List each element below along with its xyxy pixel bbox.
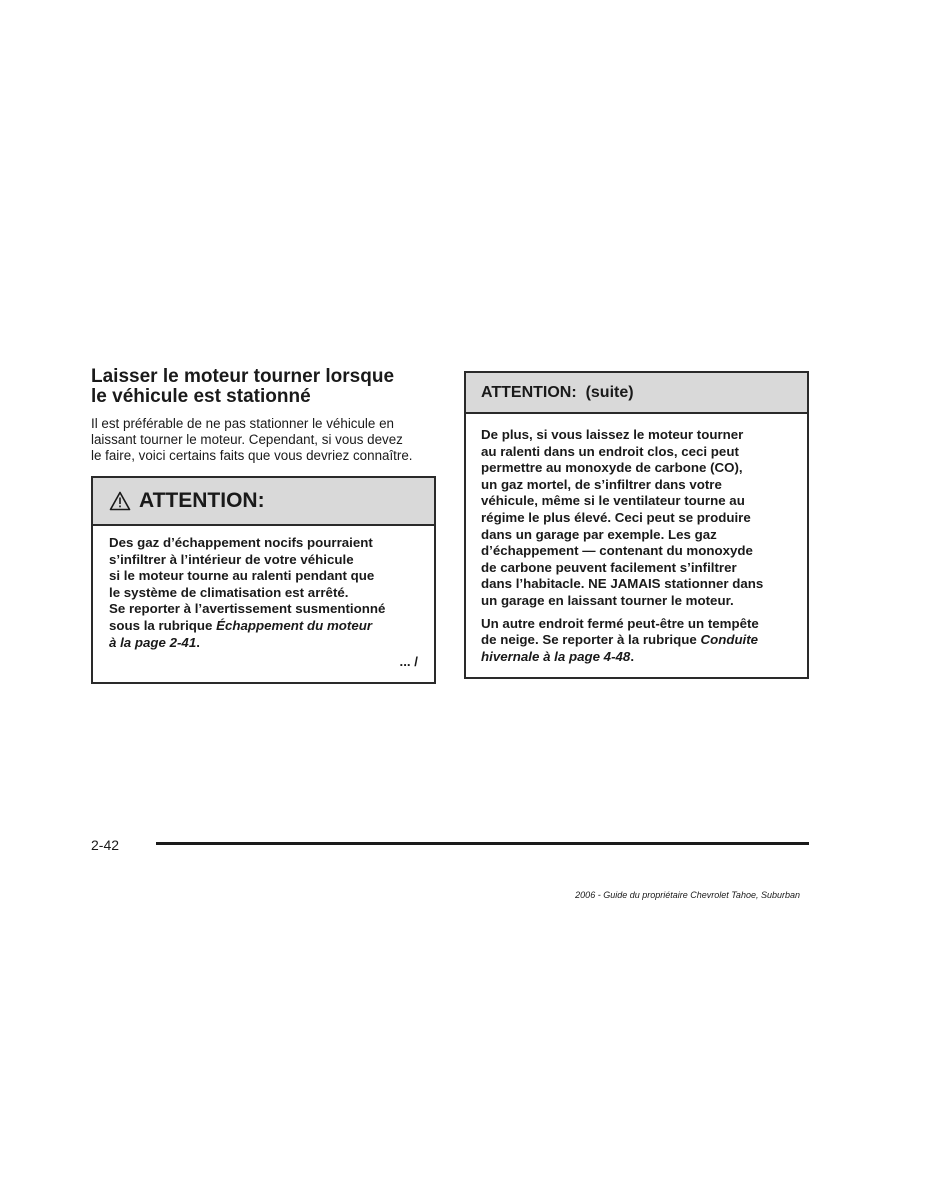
intro-paragraph	[91, 416, 436, 464]
continued-line-4: un gaz mortel, de s’infiltrer dans votre	[481, 476, 722, 492]
continued-line-3: permettre au monoxyde de carbone (CO),	[481, 460, 743, 476]
ref-link-part-2: à la page 2-41	[109, 634, 197, 650]
continued-marker: ... /	[399, 654, 418, 670]
page-number: 2-42	[91, 837, 120, 853]
page-rule-divider	[156, 842, 809, 845]
snow-line-1: Un autre endroit fermé peut-être un tempête	[481, 615, 759, 631]
continued-line-10: dans l’habitacle. NE JAMAIS stationner dans	[481, 576, 764, 592]
snow-ref-link-part-2: hivernale à la page 4-48	[481, 648, 631, 664]
attention-box-header	[93, 478, 434, 526]
snow-ref-suffix: .	[630, 648, 635, 664]
continued-line-5: véhicule, même si le ventilateur tourne au	[481, 493, 745, 509]
section-title-line-1: Laisser le moteur tourner lorsque	[91, 366, 395, 387]
attention-continued-heading: ATTENTION: (suite)	[481, 383, 634, 401]
footer-text: 2006 - Guide du propriétaire Chevrolet Tahoe, Suburban	[575, 890, 800, 900]
continued-line-7: dans un garage par exemple. Les gaz	[481, 526, 717, 542]
continued-line-11: un garage en laissant tourner le moteur.	[481, 592, 734, 608]
attention-line-2: s’infiltrer à l’intérieur de votre véhicule	[109, 551, 354, 567]
continued-line-1: De plus, si vous laissez le moteur tourner	[481, 427, 744, 442]
continued-line-6: régime le plus élevé. Ceci peut se produire	[481, 509, 751, 525]
warning-triangle-icon	[109, 491, 131, 511]
attention-line-4: le système de climatisation est arrêté.	[109, 584, 349, 600]
snow-ref-link-part-1: Conduite	[700, 632, 759, 648]
attention-ref-line-1	[109, 618, 420, 635]
continued-line-8: d’échappement — contenant du monoxyde	[481, 543, 753, 559]
intro-line-3: le faire, voici certains faits que vous devriez connaître.	[91, 448, 413, 463]
attention-line-1: Des gaz d’échappement nocifs pourraient	[109, 535, 373, 550]
attention-continued-box	[464, 371, 809, 679]
ref-link-part-1: Échappement du moteur	[216, 617, 373, 633]
snow-ref-prefix: de neige. Se reporter à la rubrique	[481, 632, 701, 648]
section-title	[91, 367, 436, 407]
section-title-line-2: le véhicule est stationné	[91, 386, 311, 407]
attention-line-5: Se reporter à l’avertissement susmentionné	[109, 601, 386, 617]
ref-suffix: .	[196, 634, 200, 650]
continued-line-2: au ralenti dans un endroit clos, ceci peut	[481, 443, 739, 459]
snow-line-2	[481, 632, 793, 649]
snow-line-3	[481, 649, 793, 666]
intro-line-2: laissant tourner le moteur. Cependant, si vous devez	[91, 432, 403, 447]
attention-line-3: si le moteur tourne au ralenti pendant que	[109, 568, 375, 584]
attention-heading: ATTENTION:	[139, 489, 265, 512]
intro-line-1: Il est préférable de ne pas stationner le véhicule en	[91, 416, 394, 431]
attention-continued-body	[466, 414, 807, 665]
attention-continued-header	[466, 373, 807, 414]
attention-ref-line-2	[109, 635, 420, 652]
ref-prefix: sous la rubrique	[109, 617, 217, 633]
attention-box-body	[93, 526, 434, 671]
continued-line-9: de carbone peuvent facilement s’infiltrer	[481, 559, 737, 575]
attention-box	[91, 476, 436, 684]
